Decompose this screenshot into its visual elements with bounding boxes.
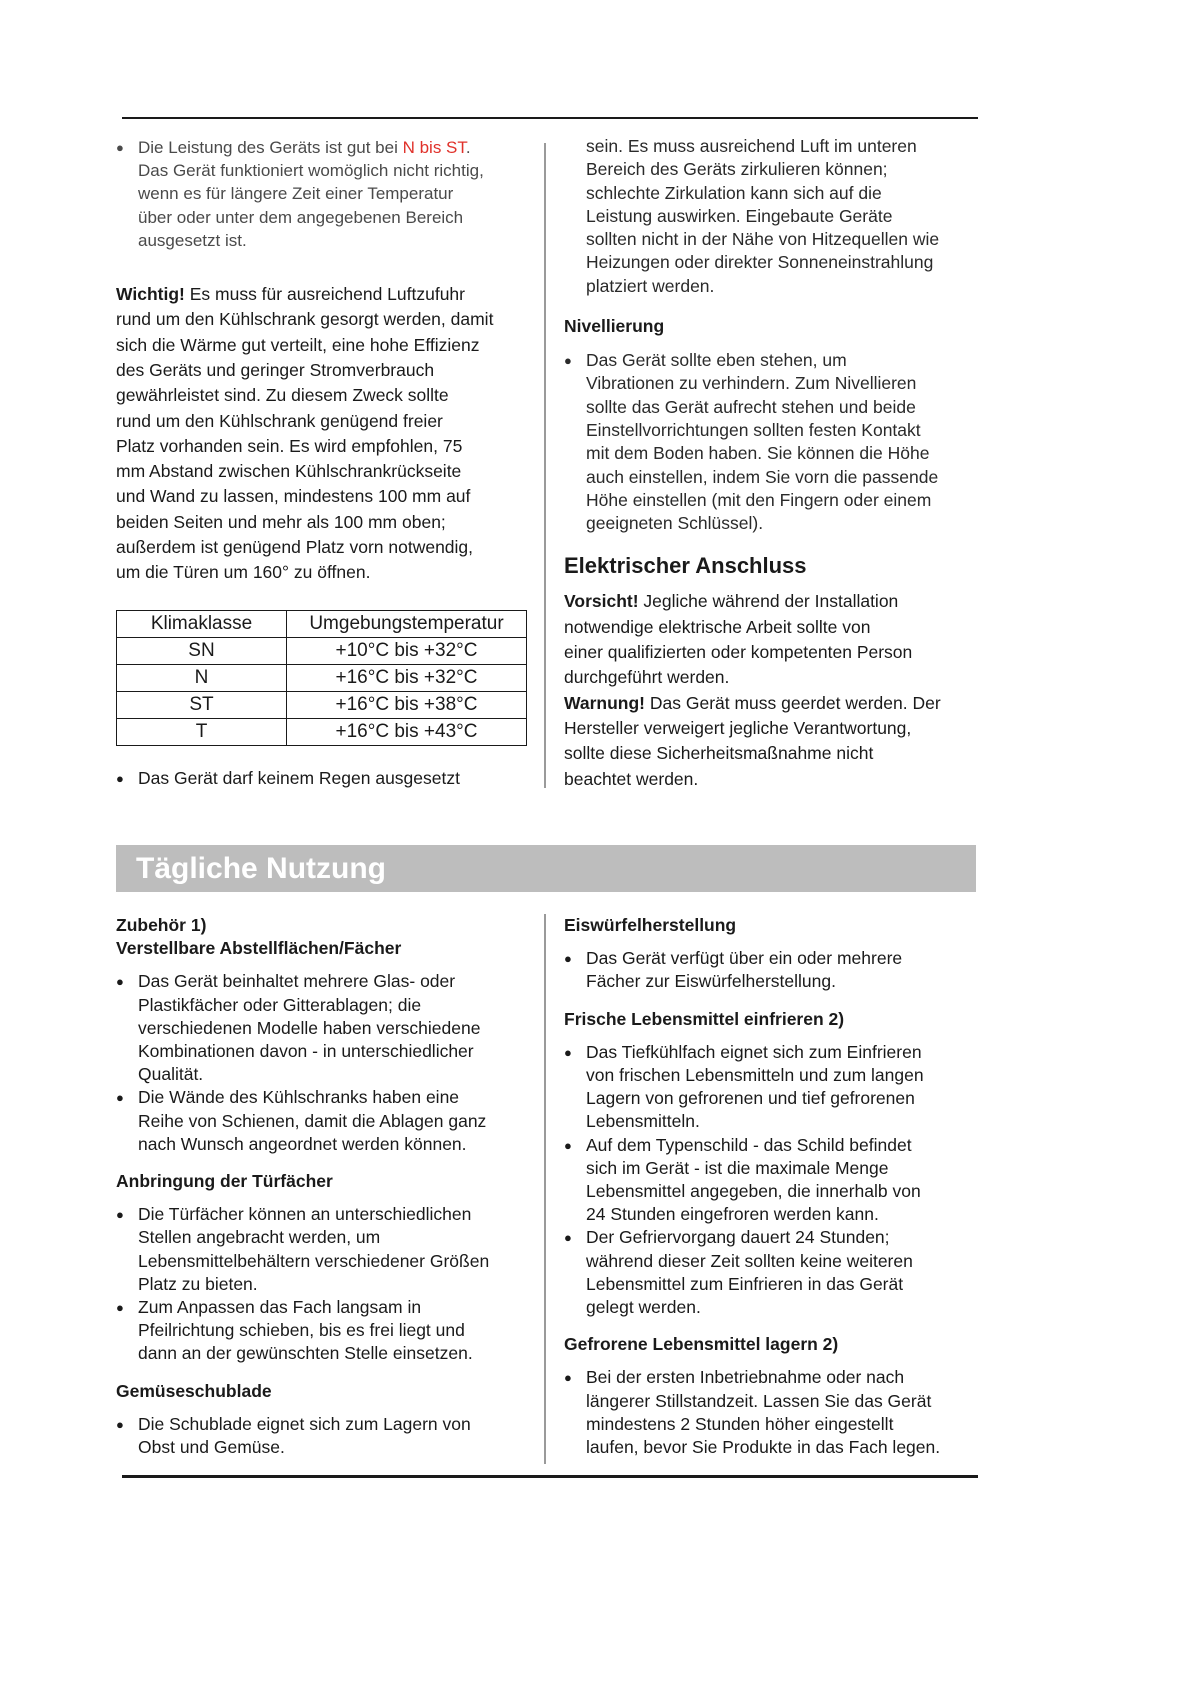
section-title: Tägliche Nutzung — [136, 852, 386, 885]
list-item: ● Das Gerät sollte eben stehen, um Vibrationen zu verhindern. Zum Nivellieren sollte das Gerät aufrecht stehen und beide Einstellvorrichtungen sollten festen Kontakt mit dem Boden haben. Sie können die Höhe auch einstellen, indem Sie vorn die passende Höhe einstellen (mit den Fingern oder einem geeigneten Schlüssel). — [564, 349, 984, 535]
rain-warning-list — [116, 766, 536, 791]
frozen-storage-list — [564, 1366, 988, 1459]
table-header: Umgebungstemperatur — [287, 610, 527, 637]
climate-class-highlight: N bis ST — [402, 138, 466, 157]
einfrieren-heading: Frische Lebensmittel einfrieren 2) — [564, 1008, 845, 1029]
section-banner — [116, 845, 976, 892]
zubehoer-heading: Zubehör 1) — [116, 915, 207, 935]
tuerfaecher-heading: Anbringung der Türfächer — [116, 1171, 333, 1192]
list-item: ● Das Gerät beinhaltet mehrere Glas- oder Plastikfächer oder Gitterablagen; die verschiedenen Modelle haben verschiedene Kombinationen davon - in unterschiedlicher Qualität. — [116, 970, 540, 1086]
table-header-row — [117, 610, 527, 637]
list-item: ● Das Tiefkühlfach eignet sich zum Einfrieren von frischen Lebensmitteln und zum langen Lagern von gefrorenen und tief gefrorenen Lebensmitteln. — [564, 1041, 988, 1134]
list-item: ● Die Leistung des Geräts ist gut bei N bis ST. Das Gerät funktioniert womöglich nicht richtig, wenn es für längere Zeit einer Temperatur über oder unter dem angegebenen Bereich ausgesetzt ist. — [116, 136, 536, 252]
freezing-list — [564, 1041, 988, 1319]
list-item: ● Die Schublade eignet sich zum Lagern von Obst und Gemüse. — [116, 1413, 540, 1459]
lagern-heading: Gefrorene Lebensmittel lagern 2) — [564, 1334, 839, 1355]
list-item: ● Bei der ersten Inbetriebnahme oder nach längerer Stillstandzeit. Lassen Sie das Gerät mindestens 2 Stunden höher eingestellt laufen, bevor Sie Produkte in das Fach legen. — [564, 1366, 988, 1459]
list-item: ● Auf dem Typenschild - das Schild befindet sich im Gerät - ist die maximale Menge Lebensmittel angegeben, die innerhalb von 24 Stunden eingefroren werden kann. — [564, 1134, 988, 1227]
list-item: ● Der Gefriervorgang dauert 24 Stunden; während dieser Zeit sollten keine weiteren Lebensmittel zum Einfrieren in das Gerät gelegt werden. — [564, 1226, 988, 1319]
list-item: ● Zum Anpassen das Fach langsam in Pfeilrichtung schieben, bis es frei liegt und dann an der gewünschten Stelle einsetzen. — [116, 1296, 540, 1366]
table-row: N +16°C bis +32°C — [117, 664, 527, 691]
upper-right-column — [564, 135, 984, 792]
list-item: ● Die Wände des Kühlschranks haben eine Reihe von Schienen, damit die Ablagen ganz nach Wunsch angeordnet werden können. — [116, 1086, 540, 1156]
list-item: ● Die Türfächer können an unterschiedlichen Stellen angebracht werden, um Lebensmittelbehältern verschiedener Größen Platz zu bieten. — [116, 1203, 540, 1296]
climate-performance-list — [116, 136, 536, 252]
nivellierung-heading: Nivellierung — [564, 316, 665, 337]
ventilation-paragraph: Wichtig! Es muss für ausreichend Luftzufuhr rund um den Kühlschrank gesorgt werden, damit sich die Wärme gut verteilt, eine hohe Effizienz des Geräts und geringer Stromverbrauch gewährleistet sind. Zu diesem Zweck sollte rund um den Kühlschrank genügend freier Platz vorhanden sein. Es wird empfohlen, 75 mm Abstand zwischen Kühlschrankrückseite und Wand zu lassen, mindestens 100 mm auf beiden Seiten und mehr als 100 mm oben; außerdem ist genügend Platz vorn notwendig, um die Türen um 160° zu öffnen. — [116, 284, 494, 583]
warnung-label: Warnung! — [564, 692, 645, 713]
crisper-list — [116, 1413, 540, 1459]
nivellierung-list — [564, 349, 984, 535]
list-item: ● Das Gerät darf keinem Regen ausgesetzt — [116, 766, 536, 791]
lower-right-column — [564, 914, 988, 1459]
shelves-list — [116, 970, 540, 1156]
elektrischer-anschluss-heading: Elektrischer Anschluss — [564, 553, 807, 579]
table-header: Klimaklasse — [117, 610, 287, 637]
electrical-paragraph: Vorsicht! Jegliche während der Installation notwendige elektrische Arbeit sollte von einer qualifizierten oder kompetenten Person durchgeführt werden. Warnung! Das Gerät muss geerdet werden. Der Hersteller verweigert jegliche Verantwortung, sollte diese Sicherheitsmaßnahme nicht beachtet werden. — [564, 591, 941, 789]
ventilation-continuation: sein. Es muss ausreichend Luft im unteren Bereich des Geräts zirkulieren können; schlechte Zirkulation kann sich auf die Leistung auswirken. Eingebaute Geräte sollten nicht in der Nähe von Hitzequellen wie Heizungen oder direkter Sonneneinstrahlung platziert werden. — [586, 136, 940, 296]
column-divider-lower — [544, 914, 546, 1464]
vorsicht-label: Vorsicht! — [564, 591, 639, 612]
wichtig-label: Wichtig! — [116, 284, 185, 305]
ice-cube-list — [564, 947, 988, 993]
list-item: ● Das Gerät verfügt über ein oder mehrere Fächer zur Eiswürfelherstellung. — [564, 947, 988, 993]
table-row: SN +10°C bis +32°C — [117, 637, 527, 664]
abstellflaechen-heading: Verstellbare Abstellflächen/Fächer — [116, 938, 402, 959]
upper-left-column — [116, 136, 536, 791]
table-row: T +16°C bis +43°C — [117, 718, 527, 745]
climate-class-table — [116, 610, 527, 746]
table-row: ST +16°C bis +38°C — [117, 691, 527, 718]
gemueseschublade-heading: Gemüseschublade — [116, 1380, 272, 1401]
bottom-rule — [122, 1475, 978, 1478]
door-bins-list — [116, 1203, 540, 1365]
top-rule — [122, 117, 978, 119]
lower-left-column — [116, 914, 540, 1459]
eiswuerfel-heading: Eiswürfelherstellung — [564, 915, 737, 935]
column-divider-upper — [544, 143, 546, 788]
